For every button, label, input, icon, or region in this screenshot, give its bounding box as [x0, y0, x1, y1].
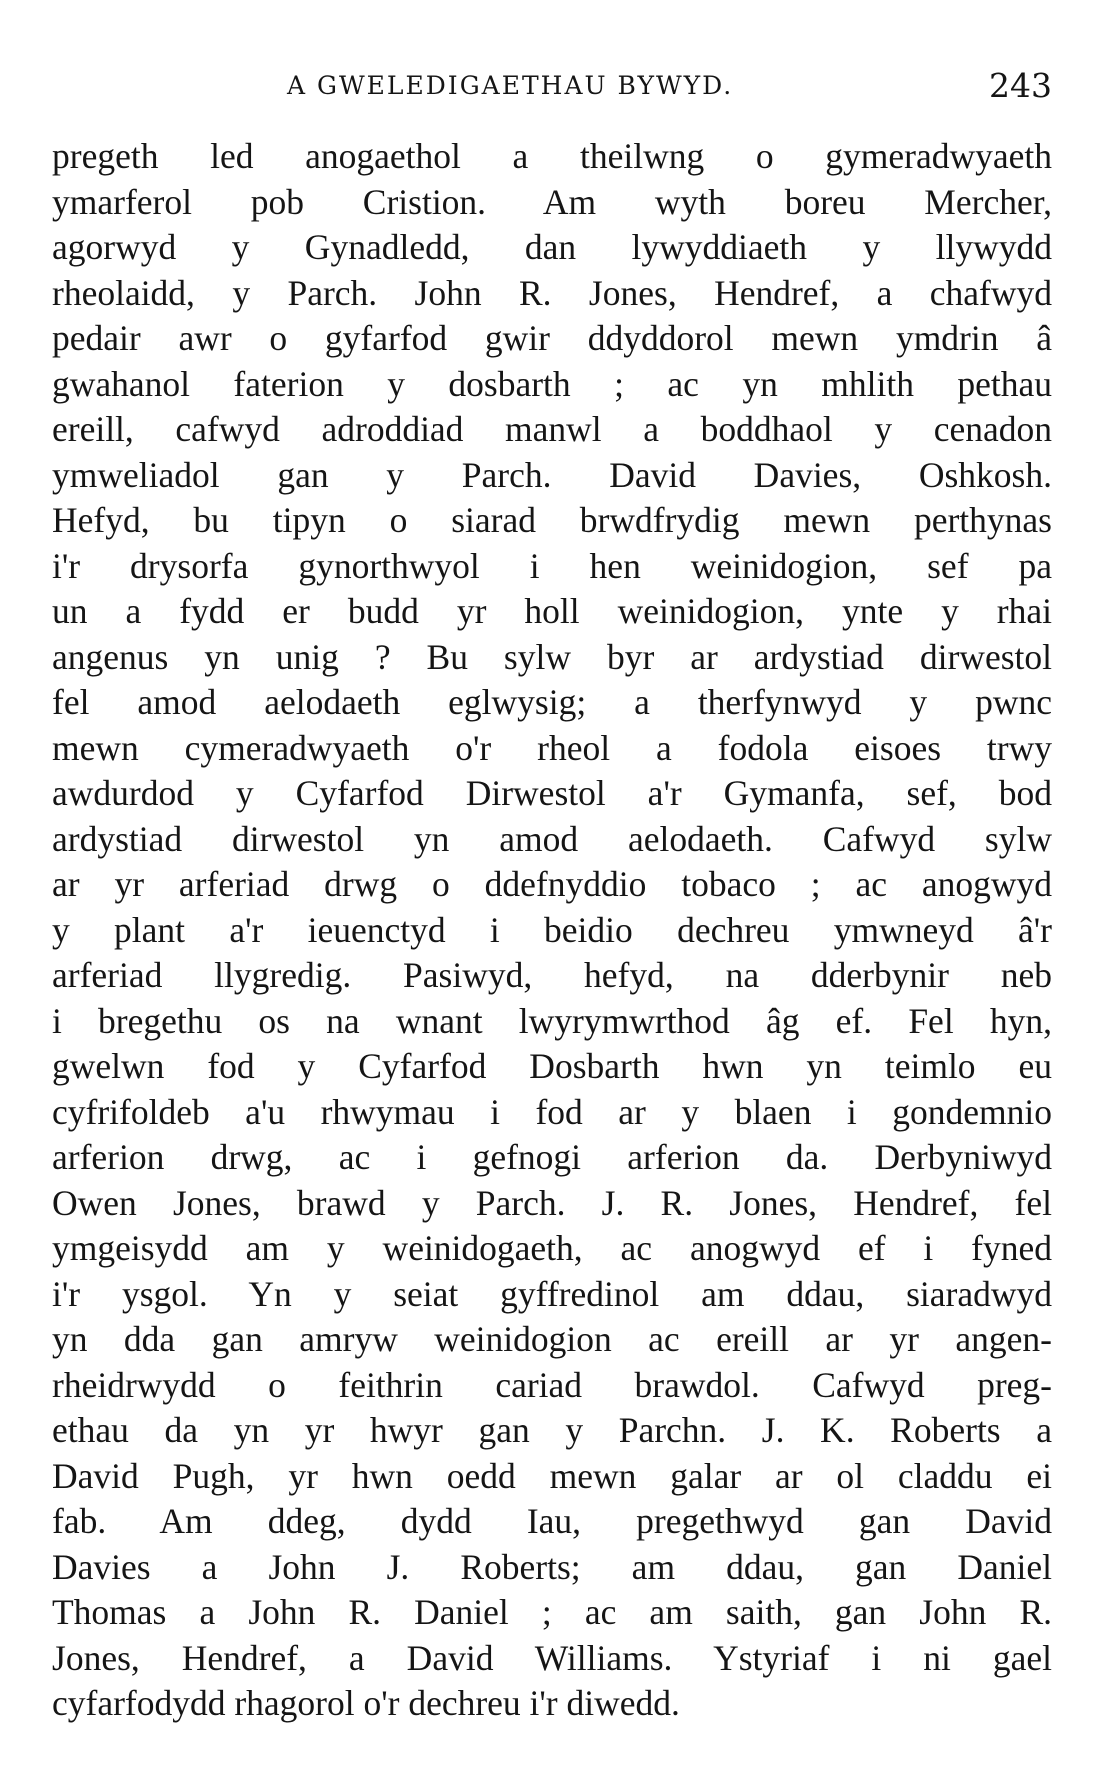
text-line: ymgeisydd am y weinidogaeth, ac anogwyd ef i fyned: [52, 1228, 1052, 1268]
text-line: ereill, cafwyd adroddiad manwl a boddhaol y cenadon: [52, 409, 1052, 449]
text-line: i bregethu os na wnant lwyrymwrthod âg ef. Fel hyn,: [52, 1000, 1052, 1041]
running-header: [52, 66, 1052, 106]
text-line: ethau da yn yr hwyr gan y Parchn. J. K. Roberts a: [52, 1410, 1052, 1450]
text-line: i'r ysgol. Yn y seiat gyffredinol am ddau, siaradwyd: [52, 1273, 1052, 1314]
text-line: ar yr arferiad drwg o ddefnyddio tobaco ; ac anogwyd: [52, 864, 1052, 904]
text-line: un a fydd er budd yr holl weinidogion, ynte y rhai: [52, 591, 1052, 631]
text-line: arferion drwg, ac i gefnogi arferion da. Derbyniwyd: [52, 1137, 1052, 1177]
text-line: i'r drysorfa gynorthwyol i hen weinidogion, sef pa: [52, 545, 1052, 586]
text-line: Owen Jones, brawd y Parch. J. R. Jones, Hendref, fel: [52, 1182, 1052, 1223]
text-line: cyfarfodydd rhagorol o'r dechreu i'r diwedd.: [52, 1683, 680, 1723]
text-line: ymarferol pob Cristion. Am wyth boreu Mercher,: [52, 181, 1052, 222]
text-line: agorwyd y Gynadledd, dan lywyddiaeth y llywydd: [52, 227, 1052, 267]
text-line: ardystiad dirwestol yn amod aelodaeth. Cafwyd sylw: [52, 818, 1052, 859]
text-line: angenus yn unig ? Bu sylw byr ar ardystiad dirwestol: [52, 636, 1052, 677]
page-number: 243: [989, 66, 1052, 105]
text-line: mewn cymeradwyaeth o'r rheol a fodola eisoes trwy: [52, 727, 1052, 768]
text-line: rheidrwydd o feithrin cariad brawdol. Cafwyd preg-: [52, 1364, 1052, 1405]
text-line: Thomas a John R. Daniel ; ac am saith, gan John R.: [52, 1592, 1052, 1632]
text-line: fab. Am ddeg, dydd Iau, pregethwyd gan David: [52, 1501, 1052, 1541]
text-line: Davies a John J. Roberts; am ddau, gan Daniel: [52, 1546, 1052, 1587]
text-line: gwelwn fod y Cyfarfod Dosbarth hwn yn teimlo eu: [52, 1046, 1052, 1086]
text-line: pedair awr o gyfarfod gwir ddyddorol mewn ymdrin â: [52, 318, 1052, 358]
text-line: fel amod aelodaeth eglwysig; a therfynwyd y pwnc: [52, 682, 1052, 722]
text-line: gwahanol faterion y dosbarth ; ac yn mhlith pethau: [52, 363, 1052, 404]
text-line: Hefyd, bu tipyn o siarad brwdfrydig mewn perthynas: [52, 500, 1052, 540]
text-line: ymweliadol gan y Parch. David Davies, Oshkosh.: [52, 454, 1052, 495]
text-line: David Pugh, yr hwn oedd mewn galar ar ol claddu ei: [52, 1455, 1052, 1496]
text-line: awdurdod y Cyfarfod Dirwestol a'r Gymanfa, sef, bod: [52, 773, 1052, 813]
text-line: cyfrifoldeb a'u rhwymau i fod ar y blaen i gondemnio: [52, 1091, 1052, 1132]
text-line: Jones, Hendref, a David Williams. Ystyriaf i ni gael: [52, 1637, 1052, 1678]
running-title: A GWELEDIGAETHAU BYWYD.: [287, 71, 734, 100]
text-line: rheolaidd, y Parch. John R. Jones, Hendref, a chafwyd: [52, 272, 1052, 313]
body-text: [52, 134, 1052, 1727]
text-line: arferiad llygredig. Pasiwyd, hefyd, na dderbynir neb: [52, 955, 1052, 995]
text-line: y plant a'r ieuenctyd i beidio dechreu ymwneyd â'r: [52, 909, 1052, 950]
text-line: yn dda gan amryw weinidogion ac ereill ar yr angen-: [52, 1319, 1052, 1359]
text-line: pregeth led anogaethol a theilwng o gymeradwyaeth: [52, 136, 1052, 176]
